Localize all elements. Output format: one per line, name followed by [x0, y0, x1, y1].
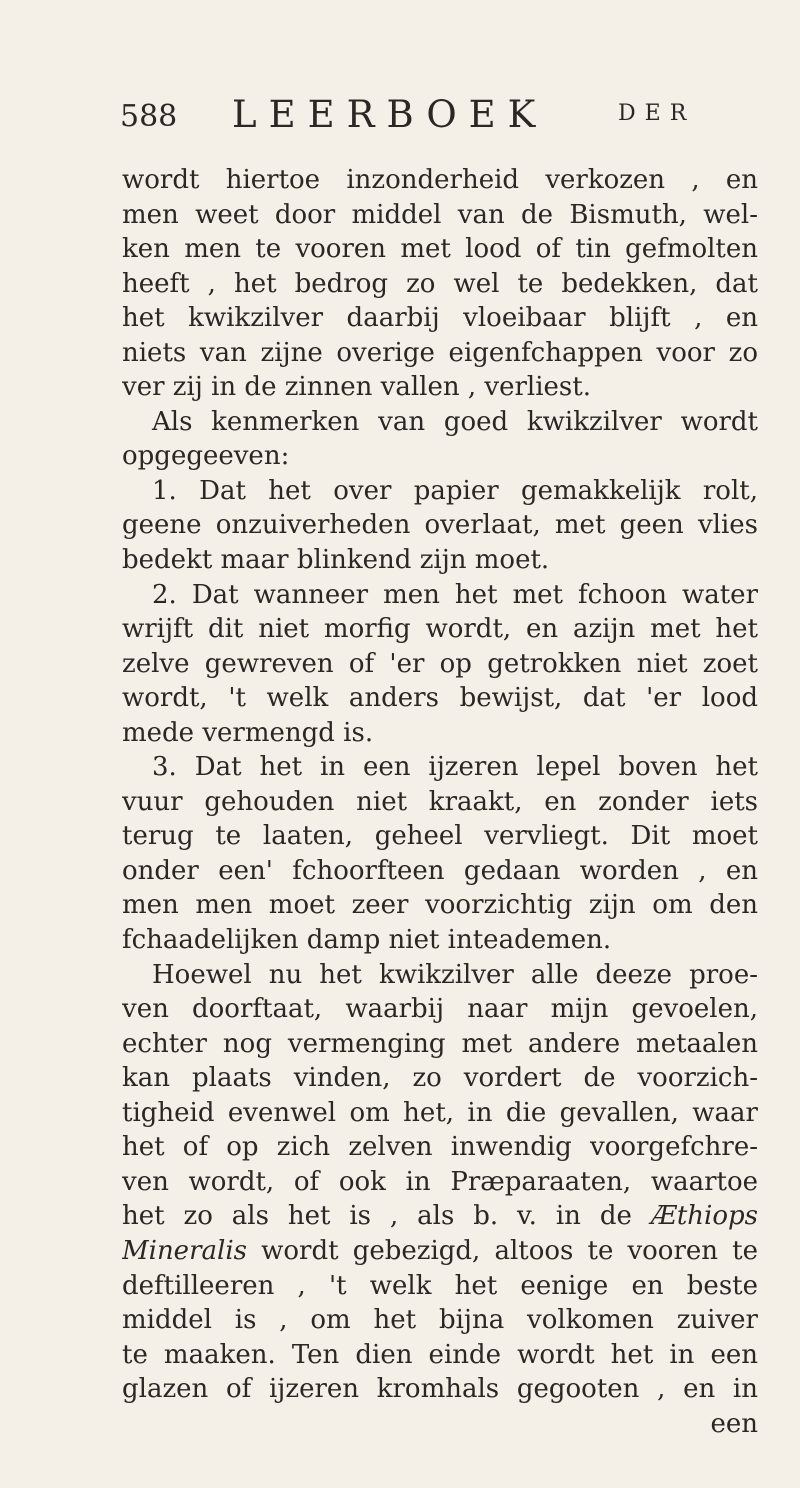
text-line: het of op zich zelven inwendig voorgefchre-: [122, 1132, 758, 1163]
text-line: ven wordt, of ook in Præparaaten, waartoe: [122, 1166, 758, 1197]
text-line: 1. Dat het over papier gemakkelijk rolt,: [152, 475, 758, 506]
text-line: terug te laaten, geheel vervliegt. Dit moet: [122, 821, 758, 852]
text-line: men men moet zeer voorzichtig zijn om den: [122, 890, 758, 921]
text-segment: het zo als het is , als b. v. in de: [122, 1201, 632, 1232]
text-line: 2. Dat wanneer men het met fchoon water: [152, 579, 758, 610]
text-line: zelve gewreven of 'er op getrokken niet zoet: [122, 648, 758, 679]
text-line: middel is , om het bijna volkomen zuiver: [122, 1305, 758, 1336]
body-text: [122, 163, 758, 1441]
text-line: deftilleeren , 't welk het eenige en beste: [122, 1270, 758, 1301]
text-line: ven doorftaat, waarbij naar mijn gevoelen,: [122, 994, 758, 1025]
text-line: heeft , het bedrog zo wel te bedekken, dat: [122, 268, 758, 299]
italic-term: Mineralis: [122, 1235, 247, 1266]
text-line: het kwikzilver daarbij vloeibaar blijft , en: [122, 303, 758, 334]
text-line: fchaadelijken damp niet inteademen.: [122, 925, 612, 956]
text-line: tigheid evenwel om het, in die gevallen, waar: [122, 1097, 758, 1128]
text-line: vuur gehouden niet kraakt, en zonder iets: [122, 786, 758, 817]
text-line: echter nog vermenging met andere metaalen: [122, 1028, 758, 1059]
text-line: wrijft dit niet morfig wordt, en azijn met het: [122, 614, 758, 645]
text-line: niets van zijne overige eigenfchappen voor zo: [122, 337, 758, 368]
text-line: Als kenmerken van goed kwikzilver wordt: [152, 406, 758, 437]
text-line: geene onzuiverheden overlaat, met geen vlies: [122, 510, 758, 541]
text-line-with-italic: [122, 1199, 758, 1234]
text-line: Hoewel nu het kwikzilver alle deeze proe-: [152, 959, 758, 990]
text-line: glazen of ijzeren kromhals gegooten , en in: [122, 1374, 758, 1405]
text-segment: wordt gebezigd, altoos te vooren te: [261, 1235, 758, 1266]
text-line: ken men te vooren met lood of tin gefmolten: [122, 234, 758, 265]
text-line: onder een' fchoorfteen gedaan worden , en: [122, 855, 758, 886]
text-line: opgegeeven:: [122, 441, 290, 472]
catchword: een: [710, 1408, 758, 1439]
text-line: wordt, 't welk anders bewijst, dat 'er lood: [122, 683, 758, 714]
text-line: bedekt maar blinkend zijn moet.: [122, 545, 550, 576]
italic-term: Æthiops: [650, 1201, 758, 1232]
running-title: LEERBOEK: [232, 93, 548, 136]
text-line: mede vermengd is.: [122, 717, 374, 748]
text-line: men weet door middel van de Bismuth, wel-: [122, 199, 758, 230]
running-title-small: DER: [618, 101, 696, 126]
text-line: te maaken. Ten dien einde wordt het in een: [122, 1339, 758, 1370]
text-line: 3. Dat het in een ijzeren lepel boven het: [152, 752, 758, 783]
running-head: [120, 93, 760, 143]
text-line-with-italic: [122, 1234, 758, 1269]
text-line: kan plaats vinden, zo vordert de voorzich-: [122, 1063, 758, 1094]
text-line: wordt hiertoe inzonderheid verkozen , en: [122, 165, 758, 195]
page-number: 588: [120, 99, 178, 134]
text-line: ver zij in de zinnen vallen , verliest.: [122, 372, 591, 403]
